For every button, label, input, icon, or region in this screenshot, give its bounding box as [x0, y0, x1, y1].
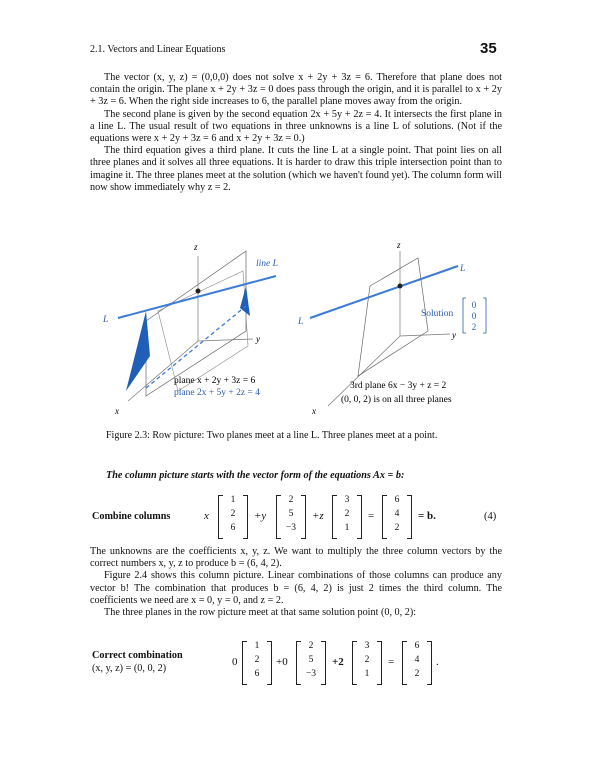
- col1-entry: 6: [230, 523, 236, 533]
- correct-xyz-label: (x, y, z) = (0, 0, 2): [92, 663, 167, 674]
- correct-col-2: [296, 641, 326, 683]
- crhs-entry: 6: [414, 641, 420, 651]
- L-label-right: L: [298, 317, 304, 327]
- paragraph-2: The second plane is given by the second equation 2x + 5y + 2z = 4. It intersects the first plane in a line L. The usual result of two equations in three unknowns is a line L of solutions. (Not if the equations were x + 2y + 3z = 6 and x + 2y + 3z = 0.): [90, 108, 502, 145]
- body-text-bottom: [90, 546, 502, 619]
- L-label-left: L: [103, 315, 109, 325]
- plane-shaded-right: [240, 286, 250, 316]
- paragraph-1: The vector (x, y, z) = (0,0,0) does not solve x + 2y + 3z = 6. Therefore that plane does not contain the origin. The plane x + 2y + 3z = 0 does pass through the origin, and it is parallel to x + 2y + 3z = 6. When the right side increases to 6, the parallel plane moves away from the origin.: [90, 72, 502, 108]
- plane-2-label: plane 2x + 5y + 2z = 4: [174, 388, 260, 398]
- correct-rhs: [402, 641, 432, 683]
- z-label-left: z: [194, 242, 198, 252]
- rhs-vector: [382, 495, 412, 537]
- row-picture-figure: [88, 236, 518, 426]
- column-3-vector: [332, 495, 362, 537]
- paragraph-3: The third equation gives a third plane. It cuts the line L at a single point. That point lies on all three planes and it solves all three equations. It is harder to draw this triple intersection point than to imagine it. The three planes meet at the solution (which we haven't found yet). The column form will now show immediately why z = 2.: [90, 145, 502, 193]
- solution-label: Solution: [421, 309, 454, 319]
- ccol3-entry: 2: [364, 655, 370, 665]
- column-2-vector: [276, 495, 306, 537]
- col3-entry: 3: [344, 495, 350, 505]
- plane-2-outline: [158, 271, 248, 391]
- solution-point: [398, 284, 403, 289]
- coef-2: +2: [332, 656, 344, 668]
- ccol2-entry: −3: [305, 669, 317, 679]
- L-label-right-top: L: [460, 264, 466, 274]
- body-text-top: [90, 72, 502, 194]
- solution-x: 0: [471, 300, 477, 310]
- ccol1-entry: 1: [254, 641, 260, 651]
- left-diagram: [102, 242, 278, 416]
- coef-0-first: 0: [232, 656, 238, 668]
- y-label-right: y: [452, 330, 456, 340]
- combine-columns-label: Combine columns: [92, 511, 171, 522]
- ccol1-entry: 6: [254, 669, 260, 679]
- col1-entry: 1: [230, 495, 236, 505]
- figure-caption: Figure 2.3: Row picture: Two planes meet at a line L. Three planes meet at a point.: [106, 430, 438, 441]
- correct-equals: =: [388, 656, 395, 668]
- coef-0-second: +0: [276, 656, 288, 668]
- z-label-right: z: [397, 240, 401, 250]
- equation-number: (4): [484, 511, 497, 522]
- ccol2-entry: 2: [308, 641, 314, 651]
- solution-y: 0: [471, 311, 477, 321]
- ccol1-entry: 2: [254, 655, 260, 665]
- intersection-point-left: [196, 289, 201, 294]
- line-L-left: [118, 276, 276, 318]
- plane-shaded-left: [126, 311, 150, 391]
- column-picture-heading: The column picture starts with the vector form of the equations Ax = b:: [106, 470, 405, 481]
- plane-3-note: (0, 0, 2) is on all three planes: [341, 395, 452, 405]
- coef-y: +y: [254, 510, 267, 522]
- x-label-left: x: [115, 406, 119, 416]
- correct-combination-label: Correct combination: [92, 650, 183, 661]
- y-label-left: y: [256, 334, 260, 344]
- column-1-vector: [218, 495, 248, 537]
- plane-3-label: 3rd plane 6x − 3y + z = 2: [350, 381, 447, 391]
- equals-b: = b.: [418, 510, 436, 522]
- col2-entry: 2: [288, 495, 294, 505]
- rhs-entry: 6: [394, 495, 400, 505]
- col1-entry: 2: [230, 509, 236, 519]
- crhs-entry: 4: [414, 655, 420, 665]
- correct-col-1: [242, 641, 272, 683]
- correct-col-3: [352, 641, 382, 683]
- col2-entry: −3: [285, 523, 297, 533]
- col3-entry: 1: [344, 523, 350, 533]
- rhs-entry: 2: [394, 523, 400, 533]
- running-header-section: 2.1. Vectors and Linear Equations: [90, 44, 226, 55]
- rhs-entry: 4: [394, 509, 400, 519]
- equals-sign: =: [368, 510, 375, 522]
- coef-x: x: [204, 510, 209, 522]
- plane-1-label: plane x + 2y + 3z = 6: [174, 376, 256, 386]
- ccol3-entry: 3: [364, 641, 370, 651]
- paragraph-6: The three planes in the row picture meet at that same solution point (0, 0, 2):: [104, 607, 417, 619]
- ccol2-entry: 5: [308, 655, 314, 665]
- col3-entry: 2: [344, 509, 350, 519]
- y-axis-right: [400, 334, 450, 336]
- correct-period: .: [436, 656, 439, 668]
- paragraph-4: The unknowns are the coefficients x, y, z. We want to multiply the three column vectors by the correct numbers x, y, z to produce b = (6, 4, 2).: [90, 546, 502, 570]
- solution-z: 2: [471, 322, 477, 332]
- right-diagram: [297, 240, 486, 416]
- x-label-right: x: [312, 406, 316, 416]
- line-L-label: line L: [256, 259, 278, 269]
- coef-z: +z: [312, 510, 324, 522]
- page-number: 35: [480, 40, 497, 57]
- ccol3-entry: 1: [364, 669, 370, 679]
- crhs-entry: 2: [414, 669, 420, 679]
- col2-entry: 5: [288, 509, 294, 519]
- paragraph-5: Figure 2.4 shows this column picture. Linear combinations of those columns can produce any vector b! The combination that produces b = (6, 4, 2) is just 2 times the third column. The coefficients we need are x = 0, y = 0, and z = 2.: [90, 570, 502, 606]
- third-plane-outline: [358, 258, 428, 376]
